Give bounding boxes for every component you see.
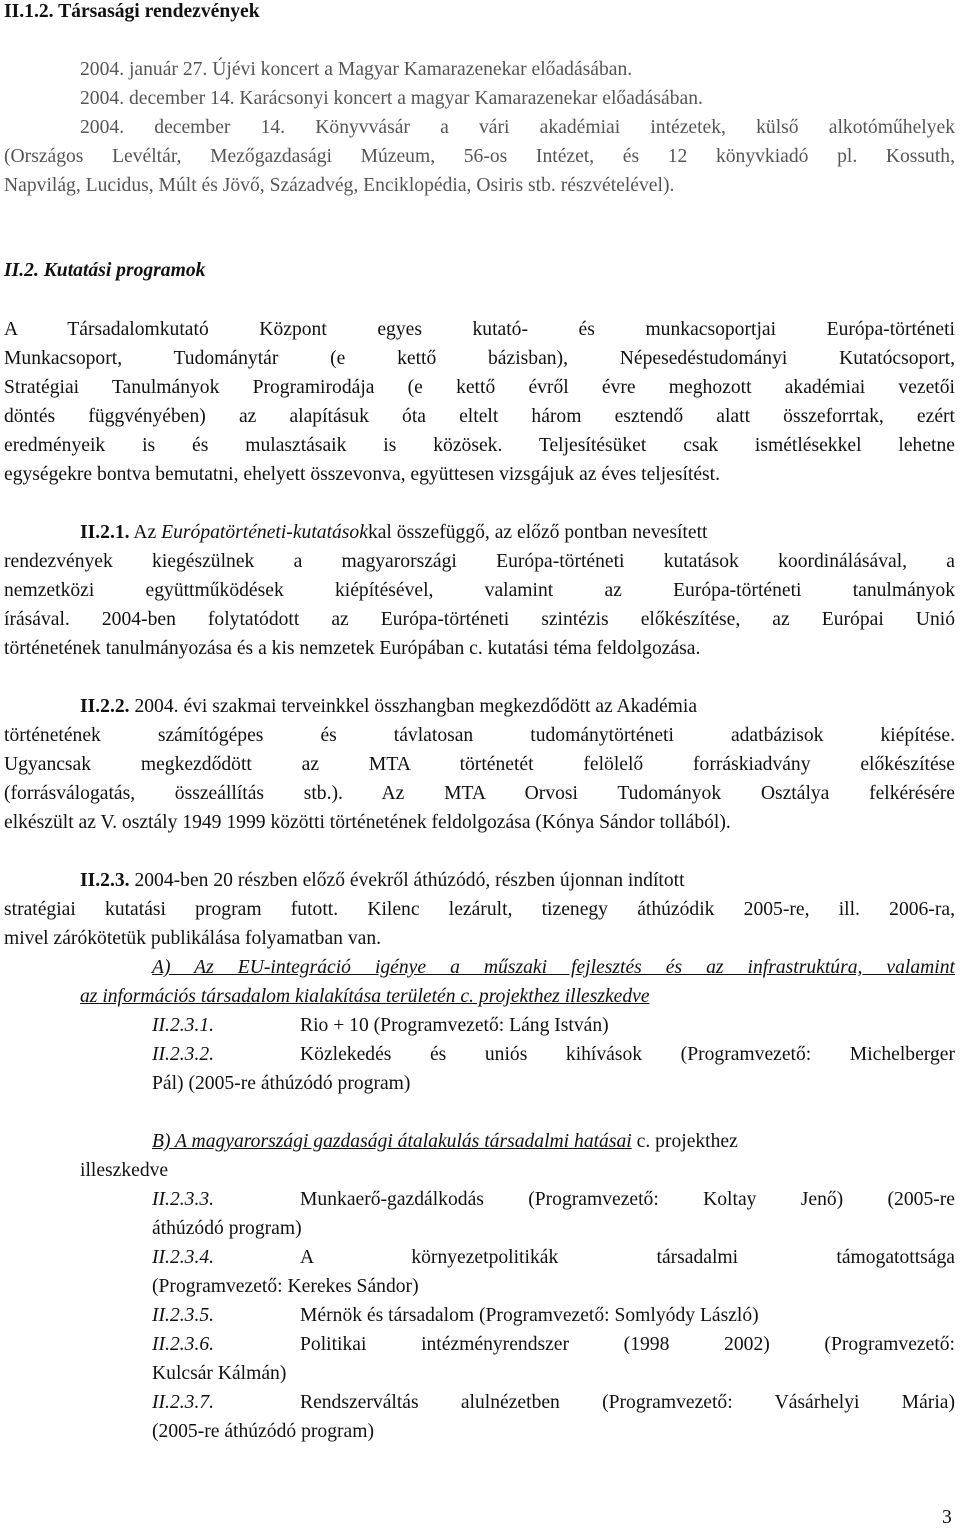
item-text: (Programvezető: Kerekes Sándor) xyxy=(152,1276,419,1297)
item-text: Mérnök és társadalom (Programvezető: Somlyódy László) xyxy=(300,1305,759,1326)
item-number: II.2.3.4. xyxy=(152,1247,215,1268)
item-number: II.2.3.6. xyxy=(152,1334,215,1355)
p221-line: nemzetközi együttműködések kiépítésével, valamint az Európa-történeti tanulmányok xyxy=(4,580,955,601)
event-line: 2004. január 27. Újévi koncert a Magyar Kamarazenekar előadásában. xyxy=(80,59,633,80)
item-text: Kulcsár Kálmán) xyxy=(152,1363,287,1384)
intro-line: egységekre bontva bemutatni, ehelyett összevonva, együttesen vizsgájuk az éves teljesítést. xyxy=(4,464,721,485)
p222-line: történetének számítógépes és távlatosan tudománytörténeti adatbázisok kiépítése. xyxy=(4,725,955,746)
intro-line: döntés függvényében) az alapításuk óta eltelt három esztendő alatt összeforrtak, ezért xyxy=(4,406,955,427)
item-text: Pál) (2005-re áthúzódó program) xyxy=(152,1073,411,1094)
group-b-rest: c. projekthez xyxy=(631,1131,738,1152)
p221-italic-term: Európatörténeti-kutatások xyxy=(161,522,368,543)
p221-text-before: Az xyxy=(133,522,157,543)
p221-number: II.2.1. xyxy=(80,522,130,543)
item-number: II.2.3.7. xyxy=(152,1392,215,1413)
p222-line: elkészült az V. osztály 1949 1999 közötti történetének feldolgozása (Kónya Sándor tollából). xyxy=(4,812,731,833)
item-text: Munkaerő-gazdálkodás (Programvezető: Koltay Jenő) (2005-re xyxy=(300,1189,955,1210)
item-text: Politikai intézményrendszer (1998 2002) (Programvezető: xyxy=(300,1334,955,1355)
event-line: 2004. december 14. Könyvvásár a vári akadémiai intézetek, külső alkotóműhelyek xyxy=(80,117,955,138)
p223-line: mivel zárókötetük publikálása folyamatban van. xyxy=(4,928,382,949)
item-number: II.2.3.1. xyxy=(152,1015,215,1036)
p221-line: írásával. 2004-ben folytatódott az Európa-történeti szintézis előkészítése, az Európai Unió xyxy=(4,609,955,630)
event-line: Napvilág, Lucidus, Múlt és Jövő, Századvég, Enciklopédia, Osiris stb. részvételével). xyxy=(4,175,675,196)
item-number: II.2.3.3. xyxy=(152,1189,215,1210)
p221-line: rendezvények kiegészülnek a magyarországi Európa-történeti kutatások koordinálásával, a xyxy=(4,551,955,572)
p223-first-line xyxy=(80,869,685,892)
research-heading: II.2. Kutatási programok xyxy=(4,260,206,281)
p221-text-after: kal összefüggő, az előző pontban nevesített xyxy=(367,522,708,543)
intro-line: eredményeik is és mulasztásaik is közösek. Teljesítésüket csak ismétlésekkel lehetne xyxy=(4,435,955,456)
p222-first-line xyxy=(80,695,955,718)
intro-line: A Társadalomkutató Központ egyes kutató- és munkacsoportjai Európa-történeti xyxy=(4,319,955,340)
p223-first-text: 2004-ben 20 részben előző évekről áthúzódó, részben újonnan indított xyxy=(134,870,685,891)
group-b-heading: illeszkedve xyxy=(80,1160,169,1181)
event-line: (Országos Levéltár, Mezőgazdasági Múzeum, 56-os Intézet, és 12 könyvkiadó pl. Kossuth, xyxy=(4,146,955,167)
p222-line: Ugyancsak megkezdődött az MTA történetét felölelő forráskiadvány előkészítése xyxy=(4,754,955,775)
p222-first-text: 2004. évi szakmai terveinkkel összhangban megkezdődött az Akadémia xyxy=(134,696,698,717)
intro-line: Munkacsoport, Tudománytár (e kettő bázisban), Népesedéstudományi Kutatócsoport, xyxy=(4,348,955,369)
item-text: Rio + 10 (Programvezető: Láng István) xyxy=(300,1015,609,1036)
item-text: áthúzódó program) xyxy=(152,1218,302,1239)
item-number: II.2.3.5. xyxy=(152,1305,215,1326)
item-text: Rendszerváltás alulnézetben (Programvezető: Vásárhelyi Mária) xyxy=(300,1392,955,1413)
section-heading: II.1.2. Társasági rendezvények xyxy=(4,1,260,22)
intro-line: Stratégiai Tanulmányok Programirodája (e kettő évről évre meghozott akadémiai vezetői xyxy=(4,377,955,398)
p222-line: (forrásválogatás, összeállítás stb.). Az MTA Orvosi Tudományok Osztálya felkérésére xyxy=(4,783,955,804)
p221-line: történetének tanulmányozása és a kis nemzetek Európában c. kutatási téma feldolgozása. xyxy=(4,638,701,659)
item-text: A környezetpolitikák társadalmi támogatottsága xyxy=(300,1247,955,1268)
p221-first-line xyxy=(80,521,955,544)
group-b-italic: B) A magyarországi gazdasági átalakulás társadalmi hatásai xyxy=(152,1131,632,1152)
group-b-heading xyxy=(152,1130,738,1153)
page-number: 3 xyxy=(942,1507,952,1528)
p222-number: II.2.2. xyxy=(80,696,130,717)
item-number: II.2.3.2. xyxy=(152,1044,215,1065)
p223-line: stratégiai kutatási program futott. Kilenc lezárult, tizenegy áthúzódik 2005-re, ill. 2006-ra, xyxy=(4,899,955,920)
group-a-heading: az információs társadalom kialakítása területén c. projekthez illeszkedve xyxy=(80,986,650,1007)
item-text: Közlekedés és uniós kihívások (Programvezető: Michelberger xyxy=(300,1044,955,1065)
group-a-heading: A) Az EU-integráció igénye a műszaki fejlesztés és az infrastruktúra, valamint xyxy=(152,957,955,978)
item-text: (2005-re áthúzódó program) xyxy=(152,1421,374,1442)
event-line: 2004. december 14. Karácsonyi koncert a magyar Kamarazenekar előadásában. xyxy=(80,88,703,109)
p223-number: II.2.3. xyxy=(80,870,130,891)
